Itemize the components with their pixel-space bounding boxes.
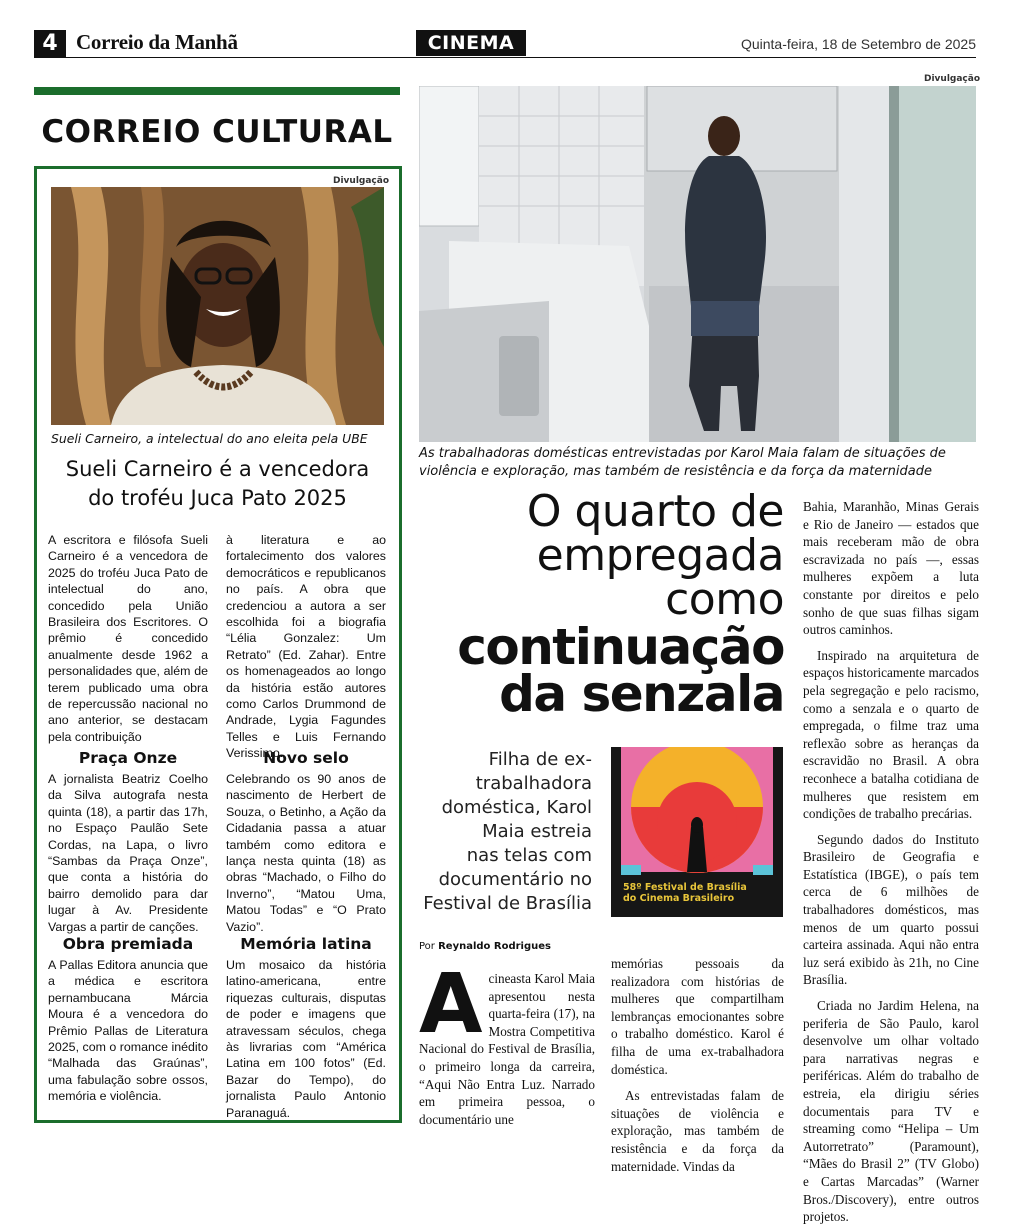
note-text-novo-selo: Celebrando os 90 anos de nascimento de Herbert de Souza, o Betinho, a Ação da Cidadania passa a atuar também como editora e lança nesta quinta (18) as obras “Machado, o Filho do Inverno”, “Matou Uma, Matou Todas” e “O Prato Vazio”. [226, 772, 386, 934]
deck-line5: nas telas com [466, 845, 592, 866]
article-col1-text: cineasta Karol Maia apresentou nesta quarta-feira (17), na Mostra Competitiva Nacional do Festival de Brasília, o primeiro longa da carreira, “Aqui Não Entra Luz. Narrado em primeira pessoa, o documentário une [419, 971, 595, 1127]
article-col3 [803, 498, 979, 1226]
headline-line2: empregada [536, 530, 784, 581]
article-col3-para3: Segundo dados do Instituto Brasileiro de Geografia e Estatística (IBGE), o país tem cerca de 6 milhões de trabalhadores domésticos, mas menos de um quarto possui carteira assinada. Aqui não entra luz será exibido às 21h, no Cine Brasília. [803, 831, 979, 988]
note-text-obra-premiada: A Pallas Editora anuncia que a médica e escritora pernambucana Márcia Moura é a vencedora do Prêmio Pallas de Literatura 2025, com o romance inédito “Malhada das Graúnas”, uma fabulação sobre ossos, memória e violência. [48, 958, 208, 1104]
note-title-memoria-latina: Memória latina [240, 935, 372, 953]
main-headline [419, 486, 784, 723]
byline [419, 941, 551, 952]
headline-line5: da senzala [499, 665, 784, 723]
lead-text-col2: à literatura e ao fortalecimento dos valores democráticos e republicanos no país. A obra que credenciou a autora a ser escolhida foi a biografia “Lélia Gonzalez: Um Retrato” (Ed. Zahar). Entre os homenageados ao longo da história estão autores como Carlos Drummond de Andrade, Lygia Fagundes Telles e Luis Fernando Verissimo. [226, 533, 386, 761]
portrait-photo [51, 187, 384, 425]
note-title-obra-premiada: Obra premiada [62, 935, 194, 953]
page-number: 4 [34, 30, 66, 58]
section-label: CINEMA [416, 30, 526, 56]
article-col1 [419, 957, 595, 1128]
article-col2 [611, 955, 784, 1175]
headline-line3: como [665, 574, 784, 625]
left-headline [51, 455, 384, 513]
left-headline-line2: do troféu Juca Pato 2025 [88, 486, 347, 510]
portrait-caption: Sueli Carneiro, a intelectual do ano eleita pela UBE [51, 431, 368, 446]
deck-line2: trabalhadora [475, 773, 592, 794]
newspaper-name: Correio da Manhã [76, 30, 238, 54]
column-accent-bar [34, 87, 400, 95]
deck-line3: doméstica, Karol [441, 797, 592, 818]
festival-poster [611, 747, 783, 917]
lead-text-col1: A escritora e filósofa Sueli Carneiro é a vencedora de 2025 do troféu Juca Pato de intelectual do ano, concedido pela União Brasileira dos Escritores. O prêmio é concedido anualmente desde 1962 a personalidades que, além de terem publicado uma obra de repercussão nacional no ano anterior, se destacam pela contribuição [48, 533, 208, 744]
note-title-novo-selo: Novo selo [263, 749, 349, 767]
byline-prefix: Por [419, 941, 435, 952]
article-col3-para1: Bahia, Maranhão, Minas Gerais e Rio de Janeiro — estados que mais receberam mão de obra escravizada no país —, essas mulheres expõem a luta constante por direitos e pelo sonho de que suas filhas sigam outros caminhos. [803, 499, 979, 638]
main-photo-caption [419, 445, 979, 481]
main-photo-caption-line2: violência e exploração, mas também de resistência e da força da maternidade [419, 464, 932, 479]
deck-line1: Filha de ex- [488, 749, 592, 770]
article-col2-para1: memórias pessoais da realizadora com histórias de mulheres que compartilham lembranças emocionantes sobre o trabalho doméstico. Karol é filha de uma ex-trabalhadora doméstica. [611, 956, 784, 1077]
deck-line4: Maia estreia [482, 821, 592, 842]
poster-title-line1: 58º Festival de Brasília [623, 882, 747, 893]
note-text-praca-onze: A jornalista Beatriz Coelho da Silva autografa nesta quinta (18), a partir das 17h, no Espaço Paulão Sete Cordas, na Lapa, o livro “Sambas da Praça Onze”, que conta a história do bairro demolido para dar lugar à Av. Presidente Vargas a partir de canções. [48, 772, 208, 934]
column-title: CORREIO CULTURAL [41, 114, 393, 150]
note-title-praca-onze: Praça Onze [78, 749, 178, 767]
portrait-illustration [51, 187, 384, 425]
article-col2-para2: As entrevistadas falam de situações de violência e exploração, mas também de resistência e da força da maternidade. Vindas da [611, 1088, 784, 1174]
headline-line4: continuação [457, 618, 784, 676]
issue-date: Quinta-feira, 18 de Setembro de 2025 [740, 36, 976, 52]
drop-cap: A [419, 957, 483, 1052]
poster-title [623, 882, 747, 904]
note-text-memoria-latina: Um mosaico da história latino-americana, entre riquezas culturais, disputas de poder e imagens que atravessam séculos, chega às livrarias com “América Latina em 100 fotos” (Ed. Bazar do Tempo), do jornalista Paulo Antonio Paranaguá. [226, 958, 386, 1120]
kitchen-illustration [419, 86, 976, 442]
deck-line6: documentário no [438, 869, 592, 890]
article-col3-para4: Criada no Jardim Helena, na periferia de São Paulo, karol desenvolve um olhar voltado para narrativas negras e periféricas. Além do trabalho de estreia, ela dirigiu séries documentais para TV e streaming como “Helipa – Um Autorretrato” (Paramount), “Mães do Brasil 2” (TV Globo) e Cartas Marcadas” (Warner Bros./Discovery), entre outros projetos. [803, 998, 979, 1225]
photo-credit: Divulgação [333, 176, 390, 186]
main-photo-caption-line1: As trabalhadoras domésticas entrevistadas por Karol Maia falam de situações de [419, 446, 946, 461]
article-col3-para2: Inspirado na arquitetura de espaços historicamente marcados pela segregação e pelo racismo, como a senzala e o quarto de empregada, o filme traz uma reflexão sobre as heranças da escravidão no Brasil. A obra reconhece a batalha cotidiana de mulheres que resistem em condições de trabalho precárias. [803, 647, 979, 822]
headline-line1: O quarto de [526, 486, 784, 537]
article-deck [419, 748, 592, 916]
header-rule [34, 57, 976, 58]
kitchen-photo [419, 86, 976, 442]
main-photo-credit: Divulgação [924, 74, 981, 84]
byline-author: Reynaldo Rodrigues [438, 941, 551, 952]
left-headline-line1: Sueli Carneiro é a vencedora [65, 457, 370, 481]
deck-line7: Festival de Brasília [423, 893, 592, 914]
poster-title-line2: do Cinema Brasileiro [623, 893, 735, 904]
